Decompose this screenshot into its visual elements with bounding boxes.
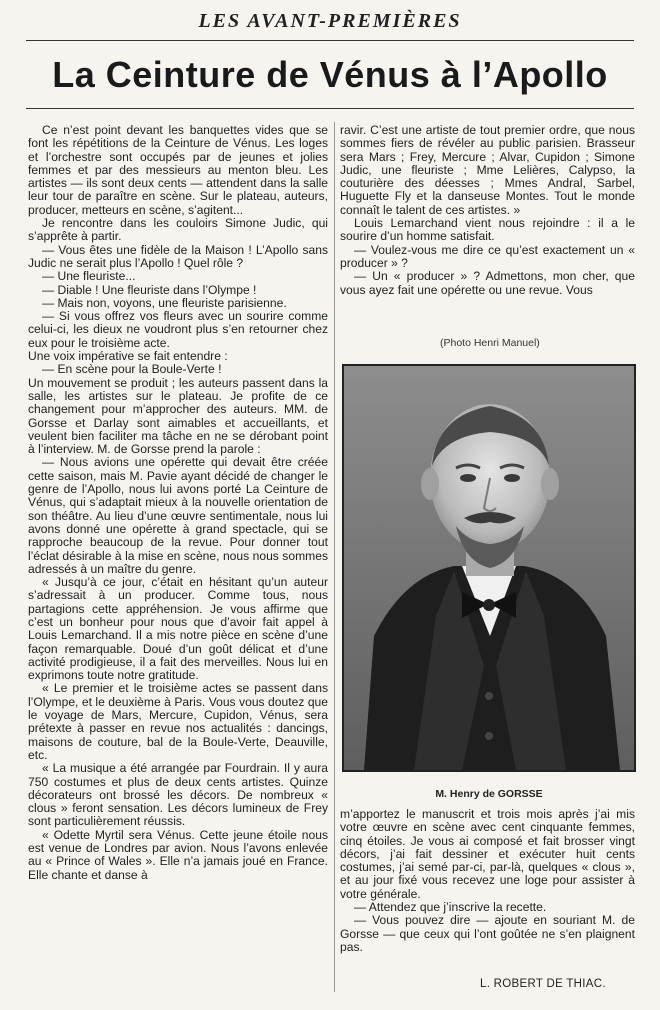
paragraph: ravir. C’est une artiste de tout premier ordre, que nous sommes fiers de révéler au public parisien. Brasseur sera Mars ; Frey, Mercure ; Alvar, Cupidon ; Simone Judic, une fleuriste ; Mme Lelières, Calypso, la couturière des déesses ; Mmes Andral, Sarbel, Huguette Fly et la danseuse Montes. Tout le monde connaît le talent de ces artistes. » bbox=[340, 123, 635, 217]
right-column-bottom bbox=[340, 808, 635, 954]
paragraph: Un mouvement se produit ; les auteurs passent dans la salle, les artistes sur le plateau. Je profite de ce changement pour m’approcher des auteurs. MM. de Gorsse et Darlay sont aimables et accueillants, et veulent bien faciliter ma tâche en ne se dérobant point à l’interview. M. de Gorsse prend la parole : bbox=[28, 375, 328, 457]
paragraph: — Attendez que j’inscrive la recette. bbox=[354, 900, 547, 915]
title-underline bbox=[26, 108, 634, 109]
column-divider bbox=[334, 122, 335, 992]
paragraph: — Si vous offrez vos fleurs avec un sourire comme celui-ci, les dieux ne voudront plus s’en retourner chez eux pour le troisième acte. bbox=[28, 309, 328, 350]
paragraph: « La musique a été arrangée par Fourdrain. Il y aura 750 costumes et plus de deux cents artistes. Quinze décorateurs ont brossé les décors. De nombreux « clous » feront sensation. Les décors lumineux de Frey sont particulièrement réussis. bbox=[28, 761, 328, 829]
left-column bbox=[28, 124, 328, 882]
photo-caption: M. Henry de GORSSE bbox=[435, 788, 543, 800]
right-column-top bbox=[340, 124, 635, 297]
paragraph: — Diable ! Une fleuriste dans l’Olympe ! bbox=[42, 282, 257, 297]
photo-credit: (Photo Henri Manuel) bbox=[440, 337, 540, 349]
paragraph: « Le premier et le troisième actes se passent dans l’Olympe, et le deuxième à Paris. Vous vous doutez que le voyage de Mars, Mercure, Cupidon, Vénus, sera prétexte à passer en revue nos actualités : dancings, maisons de couture, bal de la Boule-Verte, Deauville, etc. bbox=[28, 681, 328, 762]
paragraph: — Voulez-vous me dire ce qu’est exactement un « producer » ? bbox=[340, 242, 635, 270]
section-rubric: LES AVANT-PREMIÈRES bbox=[198, 10, 462, 32]
author-signature: L. ROBERT DE THIAC. bbox=[480, 978, 606, 990]
paragraph: Une voix impérative se fait entendre : bbox=[28, 349, 228, 364]
portrait-image bbox=[344, 366, 634, 770]
paragraph: — Mais non, voyons, une fleuriste parisienne. bbox=[42, 295, 287, 310]
paragraph: Je rencontre dans les couloirs Simone Judic, qui s’apprête à partir. bbox=[28, 216, 328, 244]
paragraph: « Odette Myrtil sera Vénus. Cette jeune étoile nous est venue de Londres par avion. Nous l’avons enlevée au « Prince of Wales ». Elle n’a jamais joué en France. Elle chante et danse à bbox=[28, 827, 328, 882]
paragraph: Louis Lemarchand vient nous rejoindre : il a le sourire d’un homme satisfait. bbox=[340, 216, 635, 244]
paragraph: m’apportez le manuscrit et trois mois après j’ai mis votre œuvre en scène avec cent cinquante femmes, cinq étoiles. Je vous ai composé et fait brosser vingt décors, j’ai fait dessiner et exécuter huit cents costumes, j’ai semé par-ci, par-là, quelques « clous », et au jour fixé vous recevez une loge pour assister à votre générale. bbox=[340, 807, 635, 901]
rubric-underline bbox=[26, 40, 634, 41]
paragraph: — Une fleuriste... bbox=[42, 269, 136, 284]
portrait-photo bbox=[342, 364, 636, 772]
paragraph: — Un « producer » ? Admettons, mon cher, que vous ayez fait une opérette ou une revue. Vous bbox=[340, 269, 635, 297]
paragraph: — Vous êtes une fidèle de la Maison ! L’Apollo sans Judic ne serait plus l’Apollo ! Quel rôle ? bbox=[28, 242, 328, 270]
article-title: La Ceinture de Vénus à l’Apollo bbox=[52, 54, 608, 95]
paragraph: Ce n’est point devant les banquettes vides que se font les répétitions de la Ceinture de Vénus. Les loges et l’orchestre sont occupés par de jeunes et jolies femmes et par des messieurs au menton bleu. Les artistes — ils sont deux cents — attendent dans la salle leur tour de paraître en scène. Sur le plateau, auteurs, producer, metteurs en scène, s’agitent... bbox=[28, 123, 328, 217]
paragraph: « Jusqu’à ce jour, c’était en hésitant qu’un auteur s’adressait à un producer. Comme tous, nous partagions cette appréhension. Je vous affirme que c’est un bonheur pour nous que d’avoir fait appel à Louis Lemarchand. Il a mis notre pièce en scène d’une façon remarquable. Doué d’un goût délicat et d’une activité prodigieuse, il a fait des merveilles. Nous lui en exprimons toute notre gratitude. bbox=[28, 575, 328, 683]
paragraph: — En scène pour la Boule-Verte ! bbox=[42, 362, 222, 377]
paragraph: — Vous pouvez dire — ajoute en souriant M. de Gorsse — que ceux qui l’ont goûtée ne s’en plaignent pas. bbox=[340, 913, 635, 954]
paragraph: — Nous avions une opérette qui devait être créée cette saison, mais M. Pavie ayant décidé de changer le genre de l’Apollo, nous lui avons porté La Ceinture de Vénus, qui s’adaptait mieux à la nouvelle orientation de son théâtre. Au lieu d’une œuvre sentimentale, nous lui avons donné une opérette à grand spectacle, qui se rapproche beaucoup de la revue. Pour donner tout l’éclat désirable à la mise en scène, nous nous sommes adressés à un maître du genre. bbox=[28, 455, 328, 576]
